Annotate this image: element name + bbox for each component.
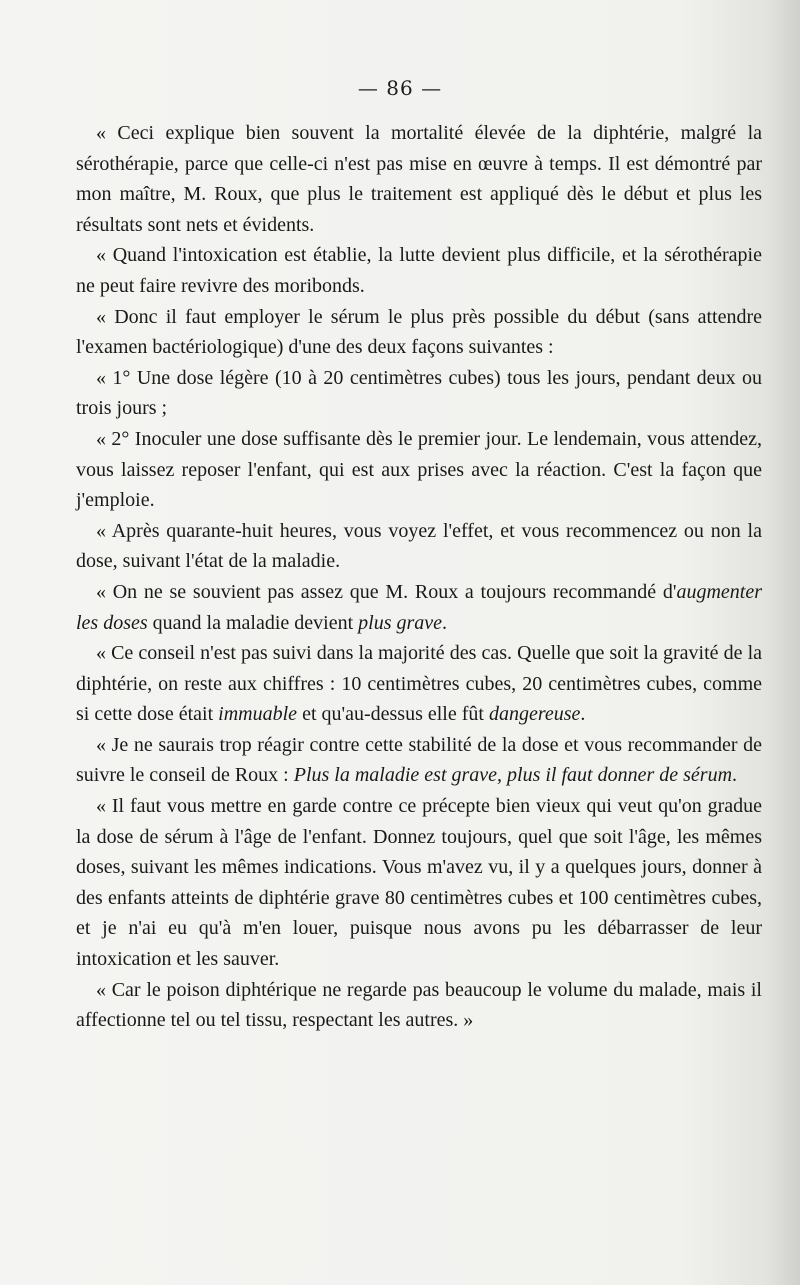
italic-text: dangereuse [488, 703, 581, 726]
italic-text: plus grave [358, 611, 443, 634]
text-run: « Ce conseil n'est pas suivi dans la majorité des cas. Quelle que soit la gravité de la diphtérie, on reste aux chiffres : 10 centimètres cubes, 20 centimètres cubes, comme si cette dose était [76, 642, 762, 726]
text-run: « Car le poison diphtérique ne regarde pas beaucoup le volume du malade, mais il affectionne tel ou tel tissu, respectant les autres. » [76, 978, 762, 1032]
paragraph [76, 240, 762, 301]
body-text [76, 118, 762, 1036]
text-run: « Quand l'intoxication est établie, la lutte devient plus difficile, et la sérothérapie ne peut faire revivre des moribonds. [76, 244, 762, 297]
text-run: « 1° Une dose légère (10 à 20 centimètres cubes) tous les jours, pendant deux ou trois jours ; [76, 366, 762, 420]
italic-text: augmenter les doses [76, 580, 762, 634]
text-run: « Ceci explique bien souvent la mortalité élevée de la diphtérie, malgré la sérothérapie, parce que celle-ci n'est pas mise en œuvre à temps. Il est démontré par mon maître, M. Roux, que plus le traitement est appliqué dès le début et plus les résultats sont nets et évidents. [76, 122, 762, 236]
text-run: « Donc il faut employer le sérum le plus près possible du début (sans attendre l'examen bactériologique) d'une des deux façons suivantes : [76, 305, 762, 359]
text-run: « On ne se souvient pas assez que M. Roux a toujours recommandé d' [96, 580, 677, 603]
paragraph [76, 302, 762, 363]
paragraph [76, 638, 762, 730]
text-run: . [732, 764, 738, 787]
paragraph [76, 118, 762, 240]
text-run: « 2° Inoculer une dose suffisante dès le premier jour. Le lendemain, vous attendez, vous laissez reposer l'enfant, qui est aux prises avec la réaction. C'est la façon que j'emploie. [76, 427, 762, 512]
paragraph [76, 791, 762, 975]
text-run: . [580, 703, 586, 726]
text-run: « Il faut vous mettre en garde contre ce précepte bien vieux qui veut qu'on gradue la dose de sérum à l'âge de l'enfant. Donnez toujours, quel que soit l'âge, les mêmes doses, suivant les mêmes indications. Vous m'avez vu, il y a quelques jours, donner à des enfants atteints de diphtérie grave 80 centimètres cubes et 100 centimètres cubes, et je n'ai eu qu'à m'en louer, puisque nous avons pu les débarrasser de leur intoxication et les sauver. [76, 795, 762, 971]
page-number: — 86 — [357, 76, 443, 100]
text-run: et qu'au-dessus elle fût [297, 703, 489, 726]
paragraph [76, 577, 762, 638]
text-run: . [442, 611, 448, 634]
text-run: « Après quarante-huit heures, vous voyez l'effet, et vous recommencez ou non la dose, suivant l'état de la maladie. [76, 519, 762, 573]
text-run: « Je ne saurais trop réagir contre cette stabilité de la dose et vous recommander de suivre le conseil de Roux : [76, 733, 762, 787]
paragraph [76, 424, 762, 516]
italic-text: immuable [218, 703, 298, 726]
text-run: quand la maladie devient [147, 611, 359, 634]
paragraph [76, 730, 762, 791]
paragraph [76, 975, 762, 1036]
paragraph [76, 363, 762, 424]
paragraph [76, 516, 762, 577]
italic-text: Plus la maladie est grave, plus il faut donner de sérum [293, 764, 733, 787]
